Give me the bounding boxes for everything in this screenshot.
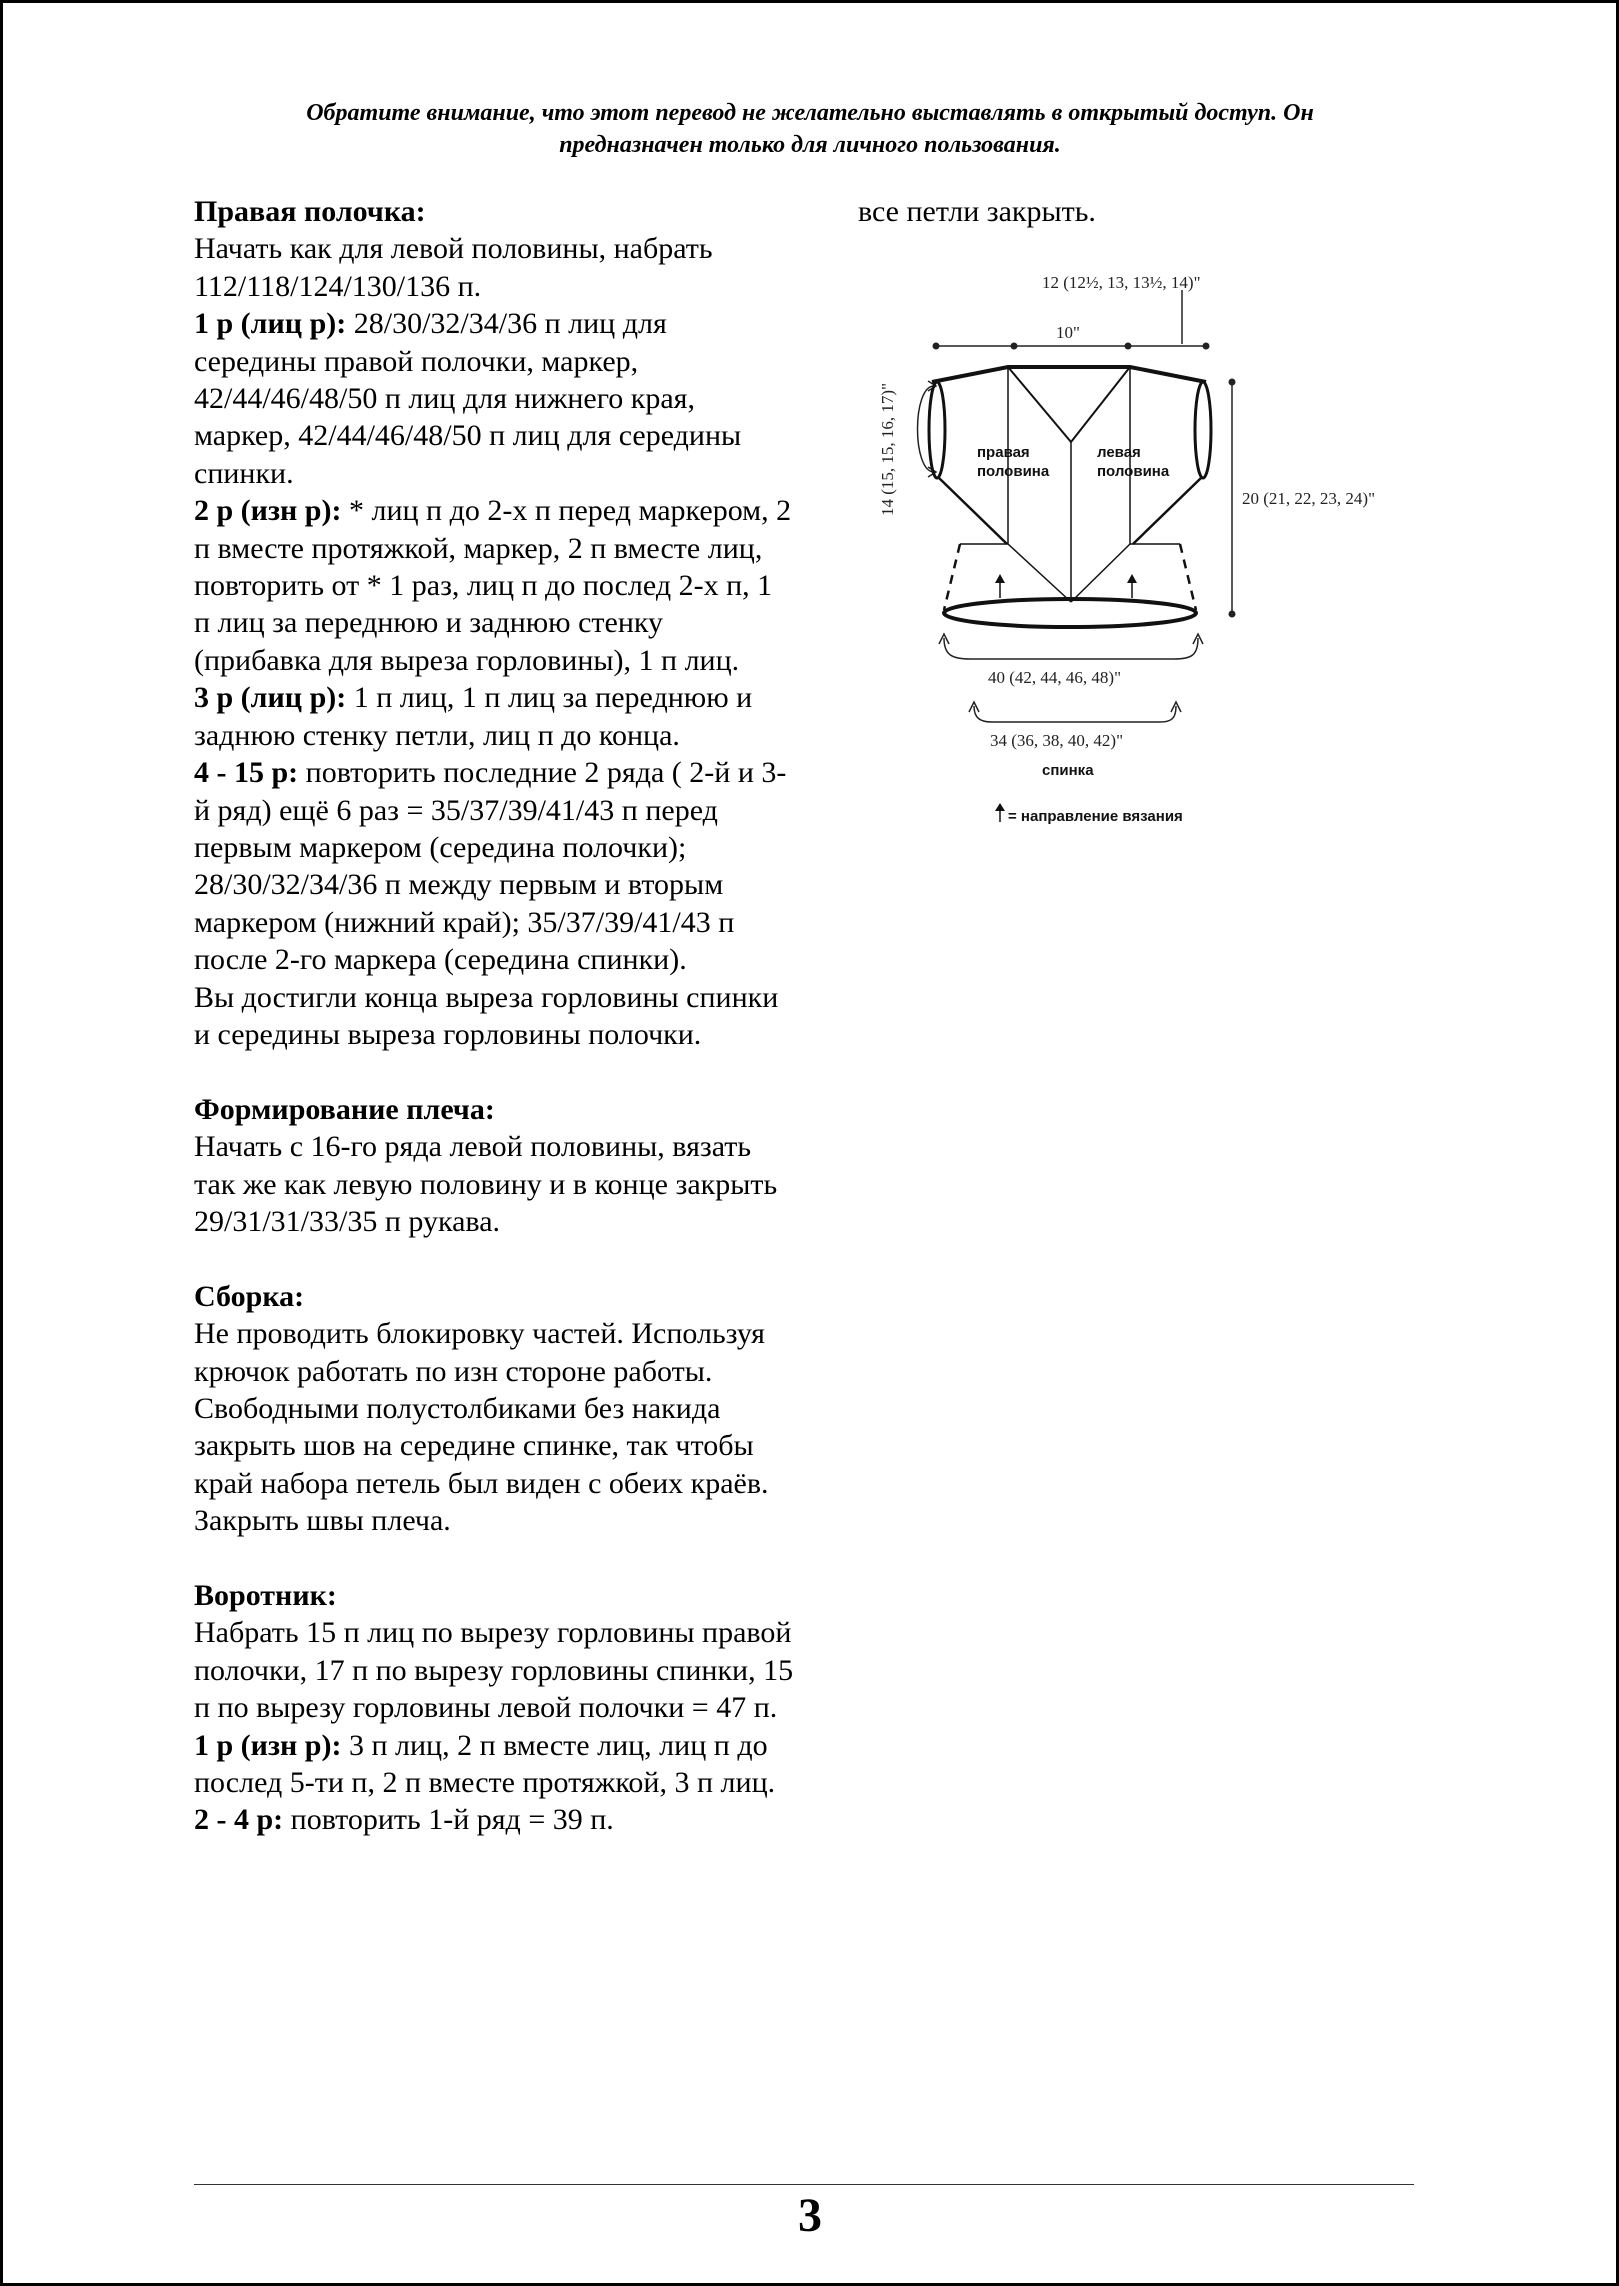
instructions-column (194, 193, 794, 1839)
panel-line (1071, 544, 1130, 602)
row-text: 28/30/32/34/36 п лиц для середины правой полочки, маркер, 42/44/46/48/50 п лиц для нижнего края, маркер, 42/44/46/48/50 п лиц для середины спинки. (194, 307, 742, 490)
garment-top-outline (932, 367, 1206, 382)
shoulder-section (194, 1091, 794, 1241)
row-label: 1 р (лиц р): (194, 307, 347, 341)
row-label: 1 р (изн р): (194, 1728, 342, 1762)
row-text: повторить 1-й ряд = 39 п. (283, 1803, 614, 1837)
left-cuff (1195, 382, 1211, 478)
dashed-side (944, 544, 960, 610)
neck-line (1071, 367, 1130, 442)
legend-text: = направление вязания (1008, 808, 1183, 825)
arrow-head (995, 574, 1005, 583)
bind-off-text: все петли закрыть. (858, 195, 1096, 228)
notice-line-2: предназначен только для личного пользования. (559, 132, 1061, 158)
row-label: 2 - 4 р: (194, 1803, 284, 1837)
schematic-svg (860, 258, 1420, 858)
row-text: 3 п лиц, 2 п вместе лиц, лиц п до послед 5-ти п, 2 п вместе протяжкой, 3 п лиц. (194, 1728, 776, 1800)
dashed-side (1180, 544, 1196, 610)
underarm-line (939, 478, 1007, 544)
right-front-intro: Начать как для левой половины, набрать 112/118/124/130/136 п. (194, 232, 713, 303)
dim-dot (1011, 343, 1018, 350)
dim-arc (974, 706, 1176, 722)
label-right-half: правая (977, 444, 1030, 461)
section-heading-collar: Воротник: (194, 1578, 337, 1612)
right-front-section (194, 193, 794, 1053)
row-label: 2 р (изн р): (194, 494, 342, 528)
row-text: 1 п лиц, 1 п лиц за переднюю и заднюю стенку петли, лиц п до конца. (194, 681, 753, 752)
dim-sleeve-height: 14 (15, 15, 16, 17)" (878, 382, 897, 516)
row-text: повторить последние 2 ряда ( 2-й и 3-й ряд) ещё 6 раз = 35/37/39/41/43 п перед первым маркером (середина полочки); 28/30/32/34/36 п между первым и вторым маркером (нижний край); 35/37/39/41/43 п после 2-го маркера (середина спинки). (194, 756, 787, 977)
label-right-half: половина (977, 463, 1050, 480)
dim-dot (933, 343, 940, 350)
label-left-half: половина (1097, 463, 1170, 480)
dim-top-sleeve: 12 (12½, 13, 13½, 14)" (1042, 273, 1201, 292)
schematic-diagram (860, 258, 1420, 858)
row-label: 3 р (лиц р): (194, 681, 347, 715)
dim-arc (944, 638, 1198, 659)
assembly-text: Не проводить блокировку частей. Используя крючок работать по изн стороне работы. Свободными полустолбиками без накида закрыть шов на середине спинке, так чтобы край набора петель был виден с обеих краёв. Закрыть швы плеча. (194, 1317, 769, 1538)
page-number: 3 (798, 2189, 822, 2242)
shoulder-text: Начать с 16-го ряда левой половины, вязать так же как левую половину и в конце закрыть 29/31/31/33/35 п рукава. (194, 1130, 778, 1238)
dim-dot (1203, 343, 1210, 350)
section-heading-assembly: Сборка: (194, 1279, 305, 1313)
row-label: 4 - 15 р: (194, 756, 299, 790)
section-heading-right-front: Правая полочка: (194, 195, 426, 228)
arrow-head (1127, 574, 1137, 583)
collar-intro: Набрать 15 п лиц по вырезу горловины правой полочки, 17 п по вырезу горловины спинки, 15 п по вырезу горловины левой полочки = 47 п. (194, 1616, 794, 1725)
translation-notice (200, 97, 1420, 161)
underarm-line (1133, 478, 1201, 544)
collar-section (194, 1577, 794, 1839)
arrow-head (995, 803, 1005, 811)
dim-dot (1125, 343, 1132, 350)
dim-neck: 10" (1056, 323, 1080, 342)
label-left-half: левая (1097, 444, 1141, 461)
label-back: спинка (1042, 762, 1094, 779)
dim-length: 20 (21, 22, 23, 24)" (1242, 489, 1376, 508)
panel-line (1008, 544, 1071, 602)
dim-back: 34 (36, 38, 40, 42)" (990, 731, 1124, 750)
section-heading-shoulder: Формирование плеча: (194, 1092, 495, 1126)
dim-hem: 40 (42, 44, 46, 48)" (988, 668, 1122, 687)
hem-ellipse (944, 599, 1196, 627)
notice-line-1: Обратите внимание, что этот перевод не желательно выставлять в открытый доступ. Он (306, 100, 1314, 126)
assembly-section (194, 1278, 794, 1540)
row-text: * лиц п до 2-х п перед маркером, 2 п вместе протяжкой, маркер, 2 п вместе лиц, повторить от * 1 раз, лиц п до послед 2-х п, 1 п лиц за переднюю и заднюю стенку (прибавка для выреза горловины), 1 п лиц. (194, 494, 792, 677)
dim-dot (1229, 379, 1236, 386)
right-front-conclusion: Вы достигли конца выреза горловины спинки и середины выреза горловины полочки. (194, 980, 779, 1051)
footer-rule (194, 2184, 1414, 2185)
dim-dot (1229, 611, 1236, 618)
right-cuff (929, 382, 945, 478)
neck-line (1008, 367, 1071, 442)
